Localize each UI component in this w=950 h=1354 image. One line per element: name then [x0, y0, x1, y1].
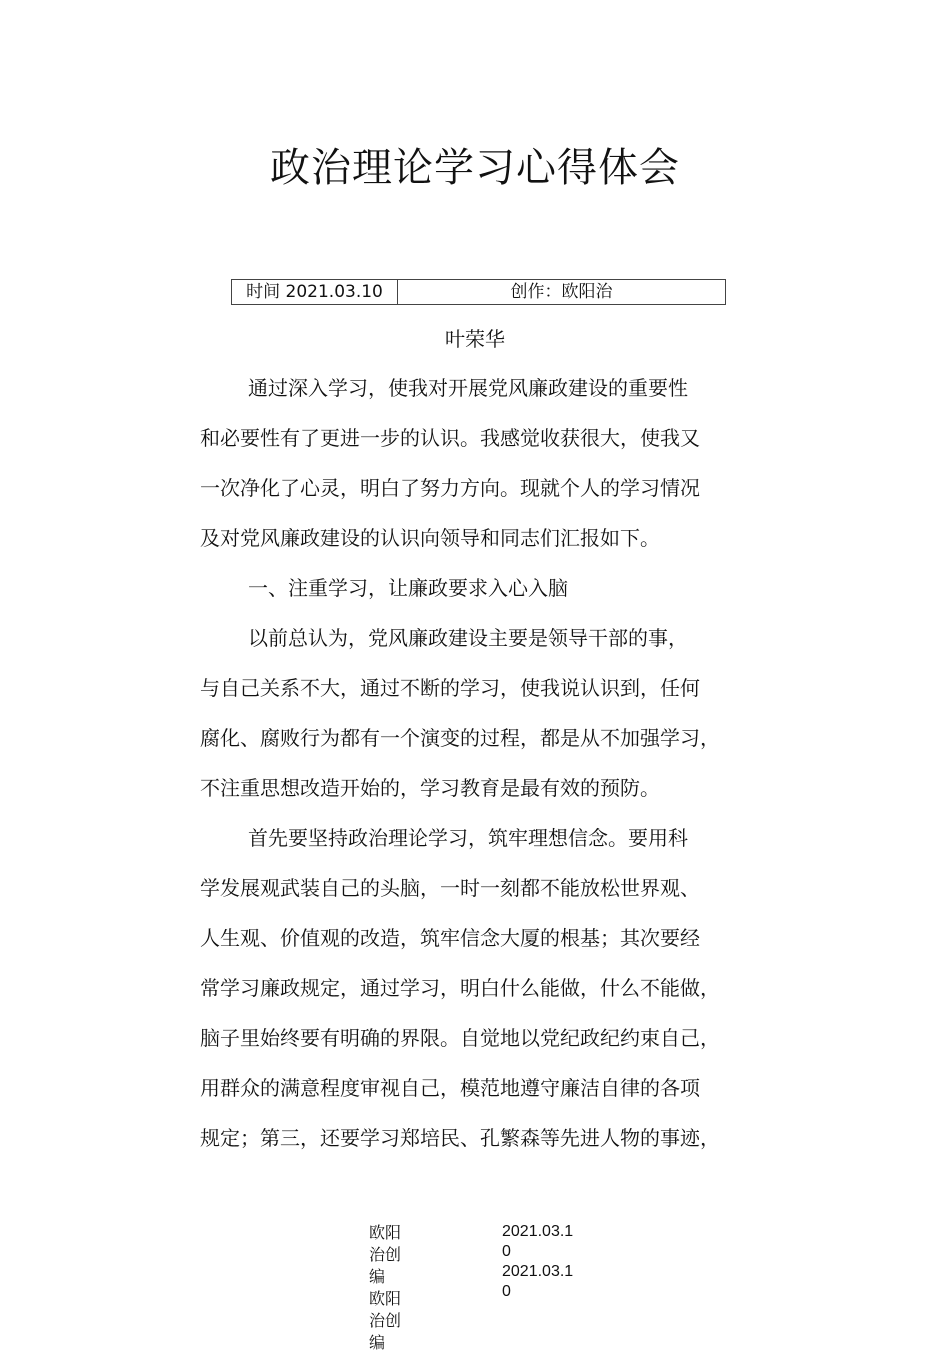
paragraph-line: 通过深入学习，使我对开展党风廉政建设的重要性	[248, 376, 688, 400]
paragraph-line: 以前总认为，党风廉政建设主要是领导干部的事，	[248, 626, 688, 650]
document-title: 政治理论学习心得体会	[270, 145, 680, 191]
footer-author-line: 欧阳	[369, 1289, 402, 1308]
paragraph-line: 学发展观武装自己的头脑，一时一刻都不能放松世界观、	[200, 876, 700, 900]
meta-time: 时间 2021.03.10	[232, 280, 398, 304]
footer-author-line: 治创	[369, 1245, 402, 1264]
paragraph-line: 腐化、腐败行为都有一个演变的过程，都是从不加强学习，	[200, 726, 720, 750]
paragraph-line: 一次净化了心灵，明白了努力方向。现就个人的学习情况	[200, 476, 700, 500]
paragraph-line: 用群众的满意程度审视自己，模范地遵守廉洁自律的各项	[200, 1076, 700, 1100]
author-name: 叶荣华	[445, 327, 505, 351]
footer-author-line: 欧阳	[369, 1223, 402, 1242]
paragraph-line: 不注重思想改造开始的，学习教育是最有效的预防。	[200, 776, 660, 800]
paragraph-line: 规定；第三，还要学习郑培民、孔繁森等先进人物的事迹，	[200, 1126, 720, 1150]
footer-date-line: 2021.03.1	[502, 1263, 574, 1280]
meta-table	[231, 279, 726, 305]
paragraph-line: 常学习廉政规定，通过学习，明白什么能做，什么不能做，	[200, 976, 720, 1000]
footer-author	[369, 1222, 409, 1354]
paragraph-line: 和必要性有了更进一步的认识。我感觉收获很大，使我又	[200, 426, 700, 450]
footer-date	[502, 1222, 582, 1302]
section-heading: 一、注重学习，让廉政要求入心入脑	[248, 576, 568, 600]
meta-author: 创作：欧阳治	[510, 282, 613, 302]
footer-author-line: 治创	[369, 1311, 402, 1330]
footer-date-line: 0	[502, 1283, 511, 1300]
paragraph-line: 与自己关系不大，通过不断的学习，使我说认识到，任何	[200, 676, 700, 700]
paragraph-line: 人生观、价值观的改造，筑牢信念大厦的根基；其次要经	[200, 926, 700, 950]
paragraph-line: 脑子里始终要有明确的界限。自觉地以党纪政纪约束自己，	[200, 1026, 720, 1050]
footer-author-line: 编	[369, 1267, 386, 1286]
footer-date-line: 0	[502, 1243, 511, 1260]
paragraph-line: 首先要坚持政治理论学习，筑牢理想信念。要用科	[248, 826, 688, 850]
body-text	[200, 363, 770, 1163]
paragraph-line: 及对党风廉政建设的认识向领导和同志们汇报如下。	[200, 526, 660, 550]
footer-author-line: 编	[369, 1333, 386, 1352]
footer-date-line: 2021.03.1	[502, 1223, 574, 1240]
